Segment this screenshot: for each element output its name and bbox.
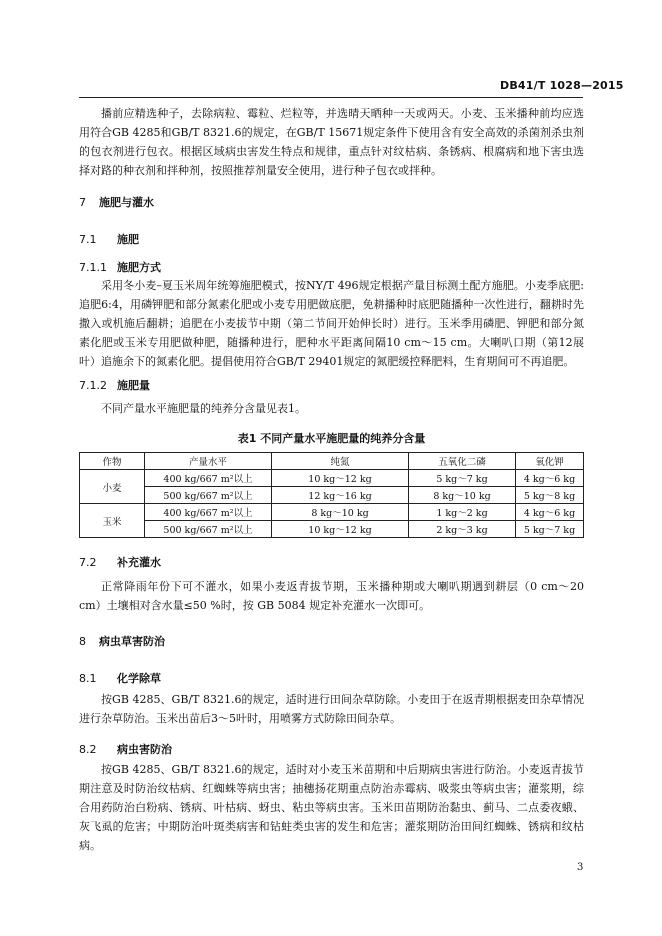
fertilization-amount-paragraph: 不同产量水平施肥量的纯养分含量见表1。 <box>101 402 306 415</box>
section-number: 7 <box>79 196 86 209</box>
crop-cell: 玉米 <box>80 504 145 538</box>
section-number: 8.1 <box>79 672 97 685</box>
table-row <box>80 504 584 521</box>
pest-control-paragraph: 按GB 4285、GB/T 8321.6的规定，适时对小麦玉米苗期和中后期病虫害进行防治。小麦返青拔节期注意及时防治纹枯病、红蜘蛛等病虫害；抽穗扬花期重点防治赤霉病、吸浆虫等病虫害；灌浆期，综合用药防治白粉病、锈病、叶枯病、蚜虫、粘虫等病虫害。玉米田苗期防治黏虫、蓟马、二点委夜蛾、灰飞虱的危害；中期防治叶斑类病害和钻蛀类虫害的发生和危害；灌浆期防治田间红蜘蛛、锈病和纹枯病。 <box>79 763 584 852</box>
section-number: 7.1.2 <box>79 379 107 392</box>
section-title: 化学除草 <box>117 672 161 685</box>
table-cell: 10 kg～12 kg <box>272 470 409 487</box>
table-row <box>80 487 584 504</box>
irrigation-paragraph: 正常降雨年份下可不灌水，如果小麦返青拔节期，玉米播种期或大喇叭期遇到耕层（0 cm～20 cm）土壤相对含水量≤50 %时，按 GB 5084 规定补充灌水一次即可。 <box>79 580 584 612</box>
section-7-heading <box>79 194 154 210</box>
table-cell: 400 kg/667 m²以上 <box>145 470 272 487</box>
table-cell: 500 kg/667 m²以上 <box>145 487 272 504</box>
section-title: 施肥量 <box>117 379 150 392</box>
section-8-1-heading <box>79 670 161 686</box>
section-7-1-heading <box>79 231 139 247</box>
nutrient-table <box>79 452 584 538</box>
section-number: 8 <box>79 635 86 648</box>
section-7-1-1-heading <box>79 259 161 275</box>
table-row <box>80 521 584 538</box>
seed-treatment-paragraph: 播前应精选种子，去除病粒、霉粒、烂粒等，并选晴天晒种一天或两天。小麦、玉米播种前均应选用符合GB 4285和GB/T 8321.6的规定，在GB/T 15671规定条件下使用含有安全高效的杀菌剂杀虫剂的包衣剂进行包衣。根据区域病虫害发生特点和规律，重点针对纹枯病、条锈病、根腐病和地下害虫选择对路的种衣剂和拌种剂，按照推荐剂量安全使用，进行种子包衣或拌种。 <box>79 107 584 177</box>
table-header: 产量水平 <box>145 453 272 470</box>
section-title: 施肥 <box>117 233 139 246</box>
section-number: 7.2 <box>79 556 97 569</box>
section-title: 施肥与灌水 <box>99 196 154 209</box>
table-cell: 10 kg～12 kg <box>272 521 409 538</box>
section-8-heading <box>79 633 165 649</box>
section-number: 8.2 <box>79 743 97 756</box>
table-cell: 4 kg～6 kg <box>516 504 584 521</box>
table-caption: 表1 不同产量水平施肥量的纯养分含量 <box>237 432 426 445</box>
table-header: 纯氮 <box>272 453 409 470</box>
table-cell: 5 kg～7 kg <box>409 470 516 487</box>
section-title: 补充灌水 <box>117 556 161 569</box>
table-cell: 1 kg～2 kg <box>409 504 516 521</box>
table-cell: 8 kg～10 kg <box>409 487 516 504</box>
section-7-1-2-heading <box>79 377 150 393</box>
table-cell: 8 kg～10 kg <box>272 504 409 521</box>
table-cell: 12 kg～16 kg <box>272 487 409 504</box>
table-row <box>80 470 584 487</box>
fertilization-method-paragraph: 采用冬小麦–夏玉米周年统筹施肥模式，按NY/T 496规定根据产量目标测土配方施肥。小麦季底肥:追肥6:4，用磷钾肥和部分氮素化肥或小麦专用肥做底肥，免耕播种时底肥随播种一次性进行，翻耕时先撒入或机施后翻耕；追肥在小麦拔节中期（第二节间开始伸长时）进行。玉米季用磷肥、钾肥和部分氮素化肥或玉米专用肥做种肥，随播种进行，肥种水平距离间隔10 cm～15 cm。大喇叭口期（第12展叶）追施余下的氮素化肥。提倡使用符合GB/T 29401规定的氮肥缓控释肥料，生育期间可不再追肥。 <box>79 279 584 368</box>
table-cell: 5 kg～7 kg <box>516 521 584 538</box>
section-8-2-heading <box>79 741 172 757</box>
section-title: 施肥方式 <box>117 261 161 274</box>
table-header: 五氧化二磷 <box>409 453 516 470</box>
document-code: DB41/T 1028—2015 <box>500 79 624 92</box>
header-rule <box>79 97 583 98</box>
crop-cell: 小麦 <box>80 470 145 504</box>
section-title: 病虫草害防治 <box>99 635 165 648</box>
table-cell: 2 kg～3 kg <box>409 521 516 538</box>
section-number: 7.1.1 <box>79 261 107 274</box>
table-header: 作物 <box>80 453 145 470</box>
section-title: 病虫害防治 <box>117 743 172 756</box>
weed-control-paragraph: 按GB 4285、GB/T 8321.6的规定，适时进行田间杂草防除。小麦田于在返青期根据麦田杂草情况进行杂草防治。玉米出苗后3～5叶时，用喷雾方式防除田间杂草。 <box>79 693 584 725</box>
table-cell: 400 kg/667 m²以上 <box>145 504 272 521</box>
section-number: 7.1 <box>79 233 97 246</box>
page-number: 3 <box>577 862 584 873</box>
table-cell: 500 kg/667 m²以上 <box>145 521 272 538</box>
table-header: 氧化钾 <box>516 453 584 470</box>
table-cell: 4 kg～6 kg <box>516 470 584 487</box>
section-7-2-heading <box>79 554 161 570</box>
table-cell: 5 kg～8 kg <box>516 487 584 504</box>
